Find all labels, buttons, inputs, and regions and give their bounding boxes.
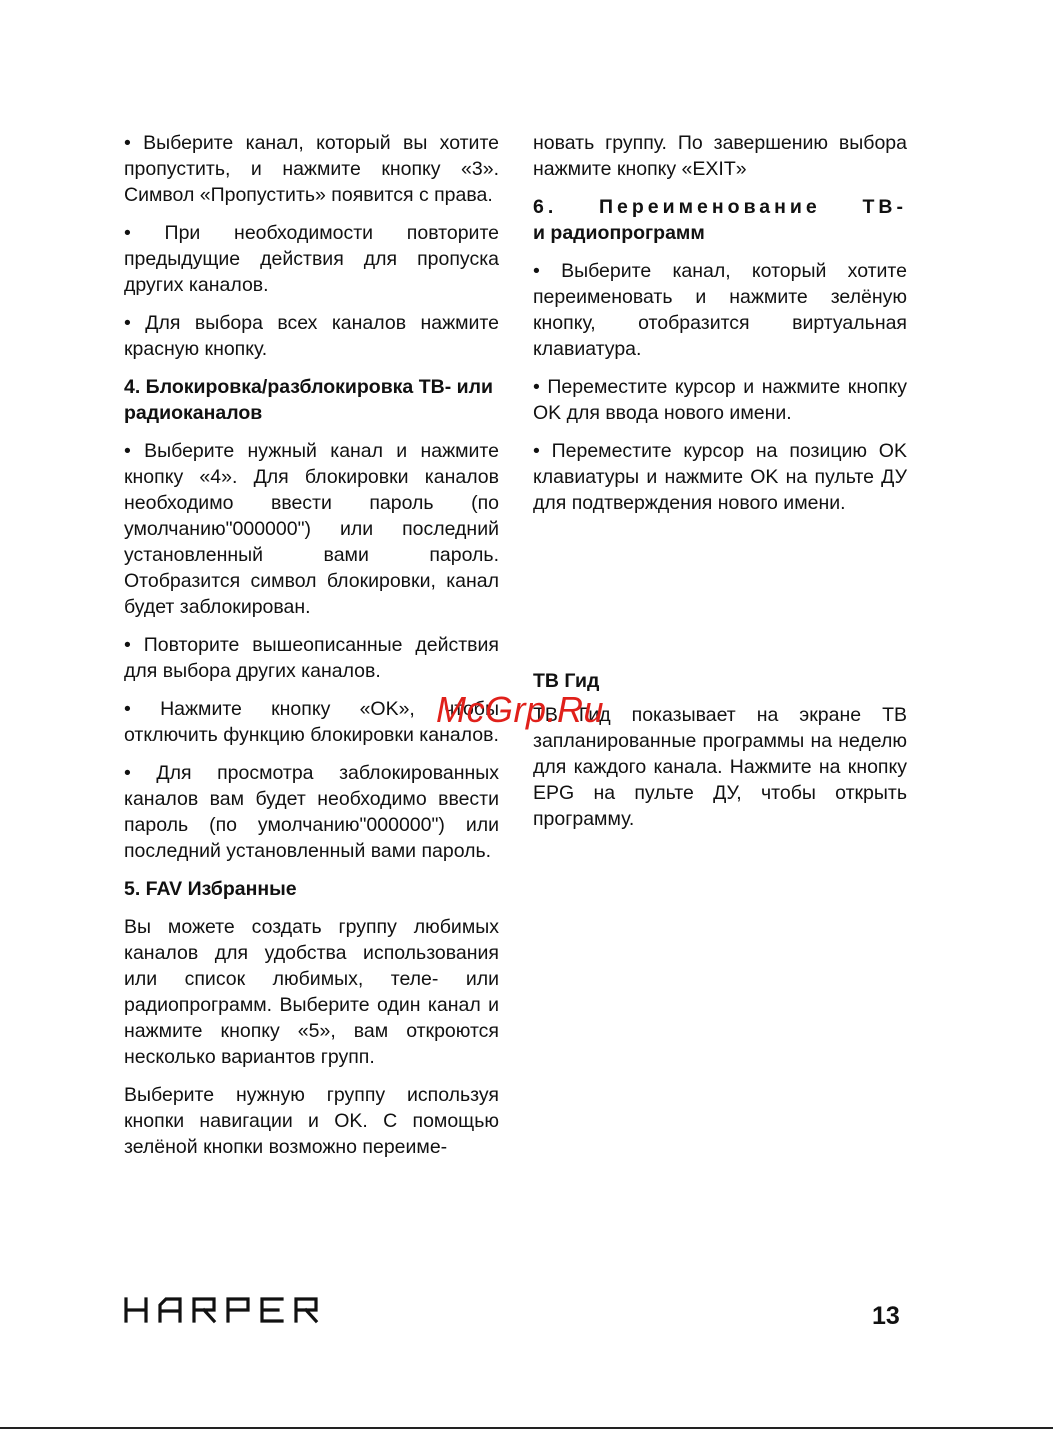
paragraph-confirm-name: • Переместите курсор на позицию OK клавиатуры и нажмите OK на пульте ДУ для подтверждения нового имени. — [533, 440, 907, 514]
heading-rename-tail: ТВ- — [862, 196, 907, 218]
heading-rename-line2: и радиопрограмм — [533, 222, 705, 244]
paragraph-skip-channel: • Выберите канал, который вы хотите пропустить, и нажмите кнопку «3». Символ «Пропустить» появится с права. — [124, 132, 499, 206]
left-column — [124, 130, 499, 1172]
page-number: 13 — [872, 1302, 900, 1330]
paragraph-lock-channel: • Выберите нужный канал и нажмите кнопку «4». Для блокировки каналов необходимо ввести пароль (по умолчанию"000000") или последний установленный вами пароль. Отобразится символ блокировки, канал будет заблокирован. — [124, 440, 499, 618]
paragraph-create-group: Вы можете создать группу любимых каналов для удобства использования или список любимых, теле- или радиопрограмм. Выберите один канал и нажмите кнопку «5», вам откроются несколько вариантов групп. — [124, 916, 499, 1068]
heading-rename-word: Переименование — [599, 196, 821, 218]
heading-rename-programs — [533, 194, 907, 246]
heading-rename-number: 6. — [533, 196, 558, 218]
spacer — [533, 528, 907, 668]
watermark: McGrp.Ru — [436, 689, 605, 730]
paragraph-select-group: Выберите нужную группу используя кнопки навигации и OK. С помощью зелёной кнопки возможно переиме- — [124, 1084, 499, 1158]
paragraph-repeat-skip: • При необходимости повторите предыдущие действия для пропуска других каналов. — [124, 222, 499, 296]
paragraph-rename-select: • Выберите канал, который хотите переименовать и нажмите зелёную кнопку, отобразится виртуальная клавиатура. — [533, 260, 907, 360]
paragraph-select-all: • Для выбора всех каналов нажмите красную кнопку. — [124, 312, 499, 360]
paragraph-rename-group: новать группу. По завершению выбора нажмите кнопку «EXIT» — [533, 132, 907, 180]
heading-favorites: 5. FAV Избранные — [124, 878, 297, 900]
paragraph-tv-guide: ТВ Гид показывает на экране ТВ запланированные программы на неделю для каждого канала. Нажмите на кнопку EPG на пульте ДУ, чтобы открыть программу. — [533, 704, 907, 830]
harper-logo — [124, 1295, 324, 1325]
paragraph-ok-disable: • Нажмите кнопку «OK», чтобы отключить функцию блокировки каналов. — [124, 698, 499, 746]
heading-lock-channels: 4. Блокировка/разблокировка ТВ- или радиоканалов — [124, 376, 493, 424]
heading-tv-guide: ТВ Гид — [533, 670, 600, 692]
paragraph-repeat-lock: • Повторите вышеописанные действия для выбора других каналов. — [124, 634, 499, 682]
right-column — [533, 130, 907, 844]
paragraph-move-cursor: • Переместите курсор и нажмите кнопку OK для ввода нового имени. — [533, 376, 907, 424]
paragraph-view-locked: • Для просмотра заблокированных каналов вам будет необходимо ввести пароль (по умолчанию"000000") или последний установленный вами пароль. — [124, 762, 499, 862]
heading-rename-line1 — [533, 194, 907, 220]
